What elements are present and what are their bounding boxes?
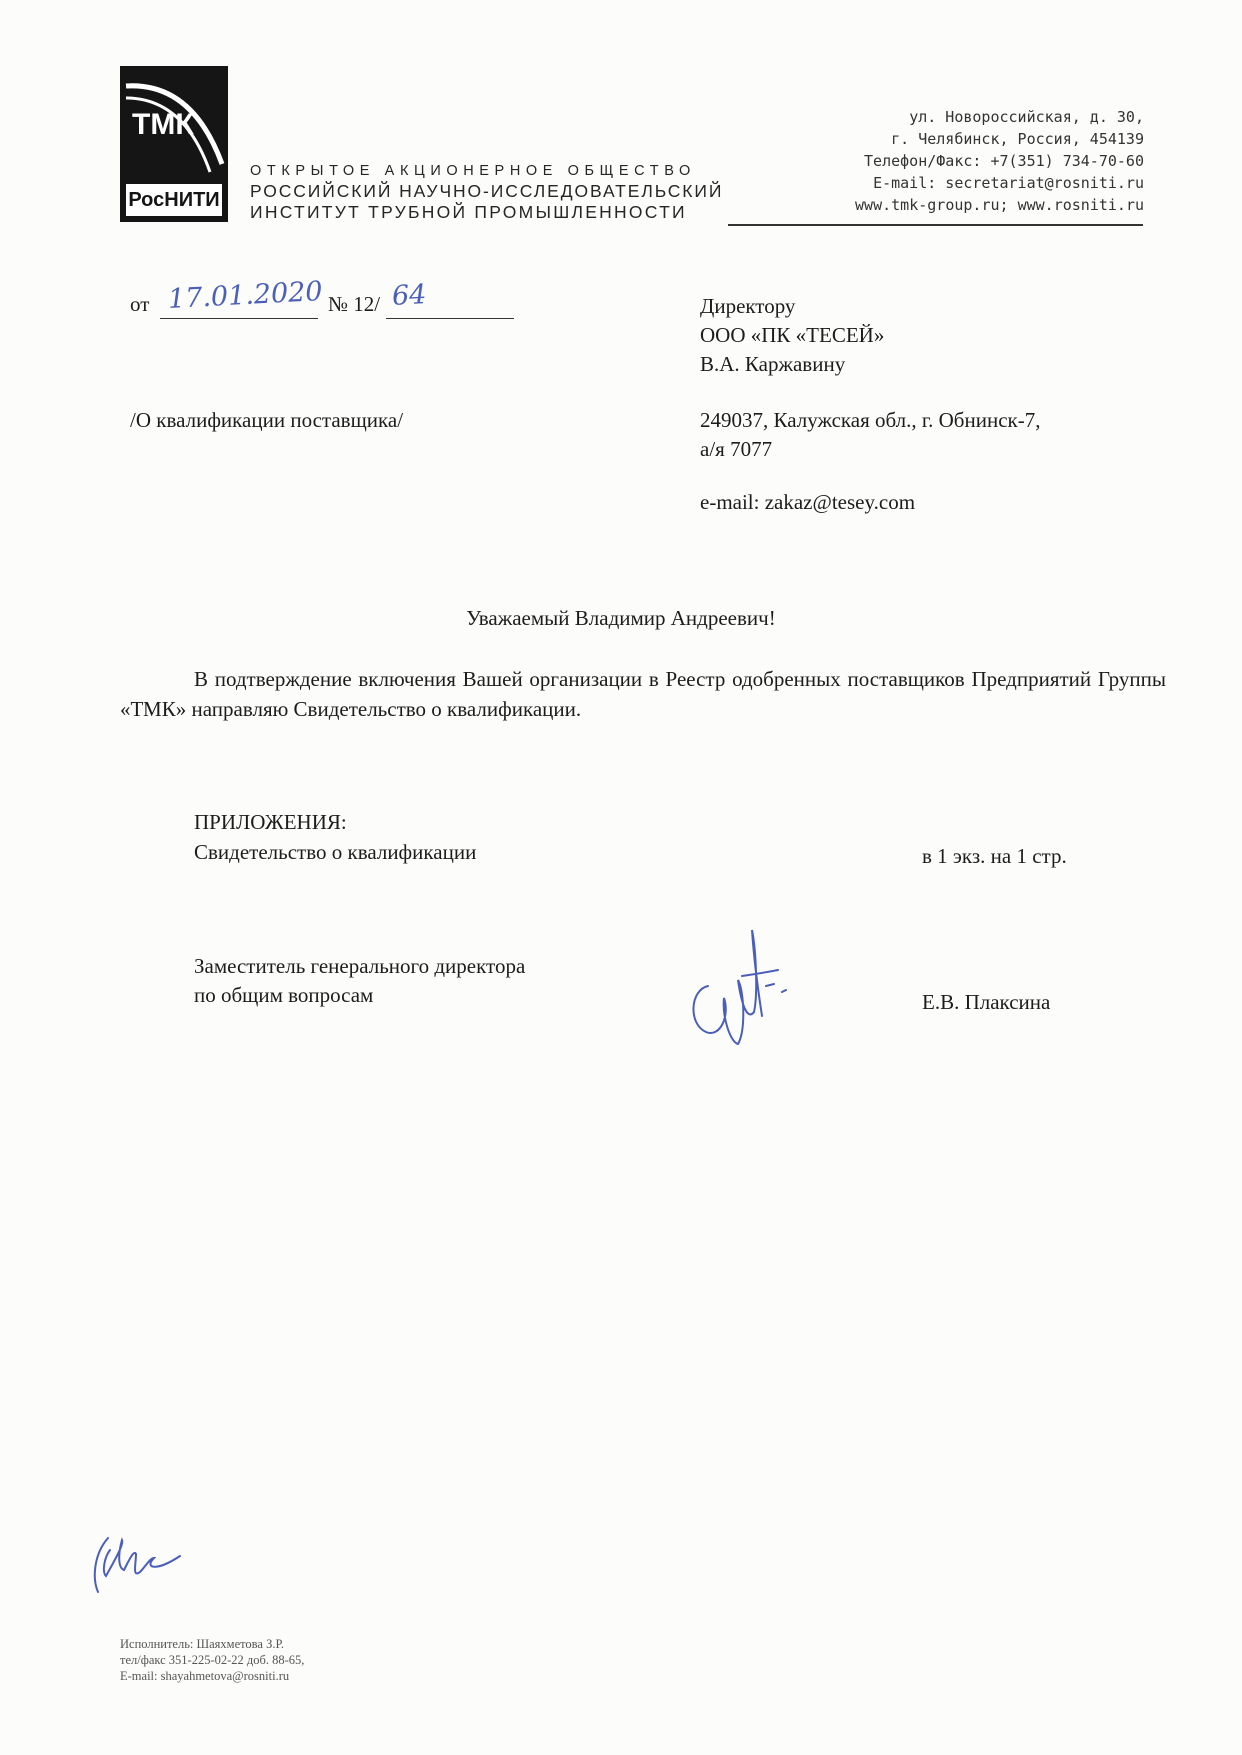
org-name-line2: ИНСТИТУТ ТРУБНОЙ ПРОМЫШЛЕННОСТИ	[250, 202, 687, 222]
recipient-address-line2: а/я 7077	[700, 437, 773, 461]
org-type: ОТКРЫТОЕ АКЦИОНЕРНОЕ ОБЩЕСТВО	[250, 163, 696, 179]
letter-body-text: В подтверждение включения Вашей организации в Реестр одобренных поставщиков Предприятий Группы «ТМК» направляю Свидетельство о квалификации.	[120, 667, 1166, 721]
executor-info	[120, 1636, 304, 1684]
company-logo	[120, 66, 228, 222]
signatory-title-line1: Заместитель генерального директора	[194, 954, 526, 978]
signatory-name: Е.В. Плаксина	[922, 990, 1051, 1014]
recipient-address	[700, 406, 1040, 464]
address-line1: ул. Новороссийская, д. 30,	[909, 108, 1144, 126]
org-name-line1: РОССИЙСКИЙ НАУЧНО-ИССЛЕДОВАТЕЛЬСКИЙ	[250, 181, 724, 201]
executor-phone: тел/факс 351-225-02-22 доб. 88-65,	[120, 1653, 305, 1667]
attachment-copies: в 1 экз. на 1 стр.	[922, 844, 1067, 868]
greeting: Уважаемый Владимир Андреевич!	[466, 606, 776, 630]
logo-name: РосНИТИ	[126, 184, 222, 216]
logo-arc-icon	[122, 68, 226, 184]
recipient-block	[700, 292, 884, 379]
executor-name: Исполнитель: Шаяхметова З.Р.	[120, 1637, 284, 1651]
ref-number-underline	[386, 318, 514, 319]
initials-icon	[84, 1528, 214, 1598]
signature-icon	[678, 920, 788, 1050]
attachments-heading: ПРИЛОЖЕНИЯ:	[194, 810, 347, 834]
subject: /О квалификации поставщика/	[130, 408, 404, 432]
letter-body	[120, 664, 1166, 724]
ref-number: 64	[391, 279, 428, 312]
recipient-position: Директору	[700, 294, 796, 318]
executor-email: E-mail: shayahmetova@rosniti.ru	[120, 1669, 290, 1683]
ref-date: 17.01.2020	[167, 275, 324, 316]
address-line2: г. Челябинск, Россия, 454139	[891, 130, 1144, 148]
logo-mark: ТМК	[132, 108, 194, 141]
phone: Телефон/Факс: +7(351) 734-70-60	[864, 152, 1144, 170]
header-divider	[728, 224, 1143, 226]
email: E-mail: secretariat@rosniti.ru	[873, 174, 1144, 192]
ref-number-label: № 12/	[328, 292, 381, 316]
attachment-item: Свидетельство о квалификации	[194, 840, 477, 864]
signatory-title-line2: по общим вопросам	[194, 983, 374, 1007]
recipient-email: e-mail: zakaz@tesey.com	[700, 490, 916, 514]
recipient-person: В.А. Каржавину	[700, 352, 846, 376]
company-contacts	[855, 106, 1144, 216]
signatory-title	[194, 952, 525, 1010]
ref-from-label: от	[130, 292, 150, 316]
website: www.tmk-group.ru; www.rosniti.ru	[855, 196, 1144, 214]
recipient-address-line1: 249037, Калужская обл., г. Обнинск-7,	[700, 408, 1041, 432]
ref-date-underline	[160, 318, 318, 319]
recipient-company: ООО «ПК «ТЕСЕЙ»	[700, 323, 885, 347]
